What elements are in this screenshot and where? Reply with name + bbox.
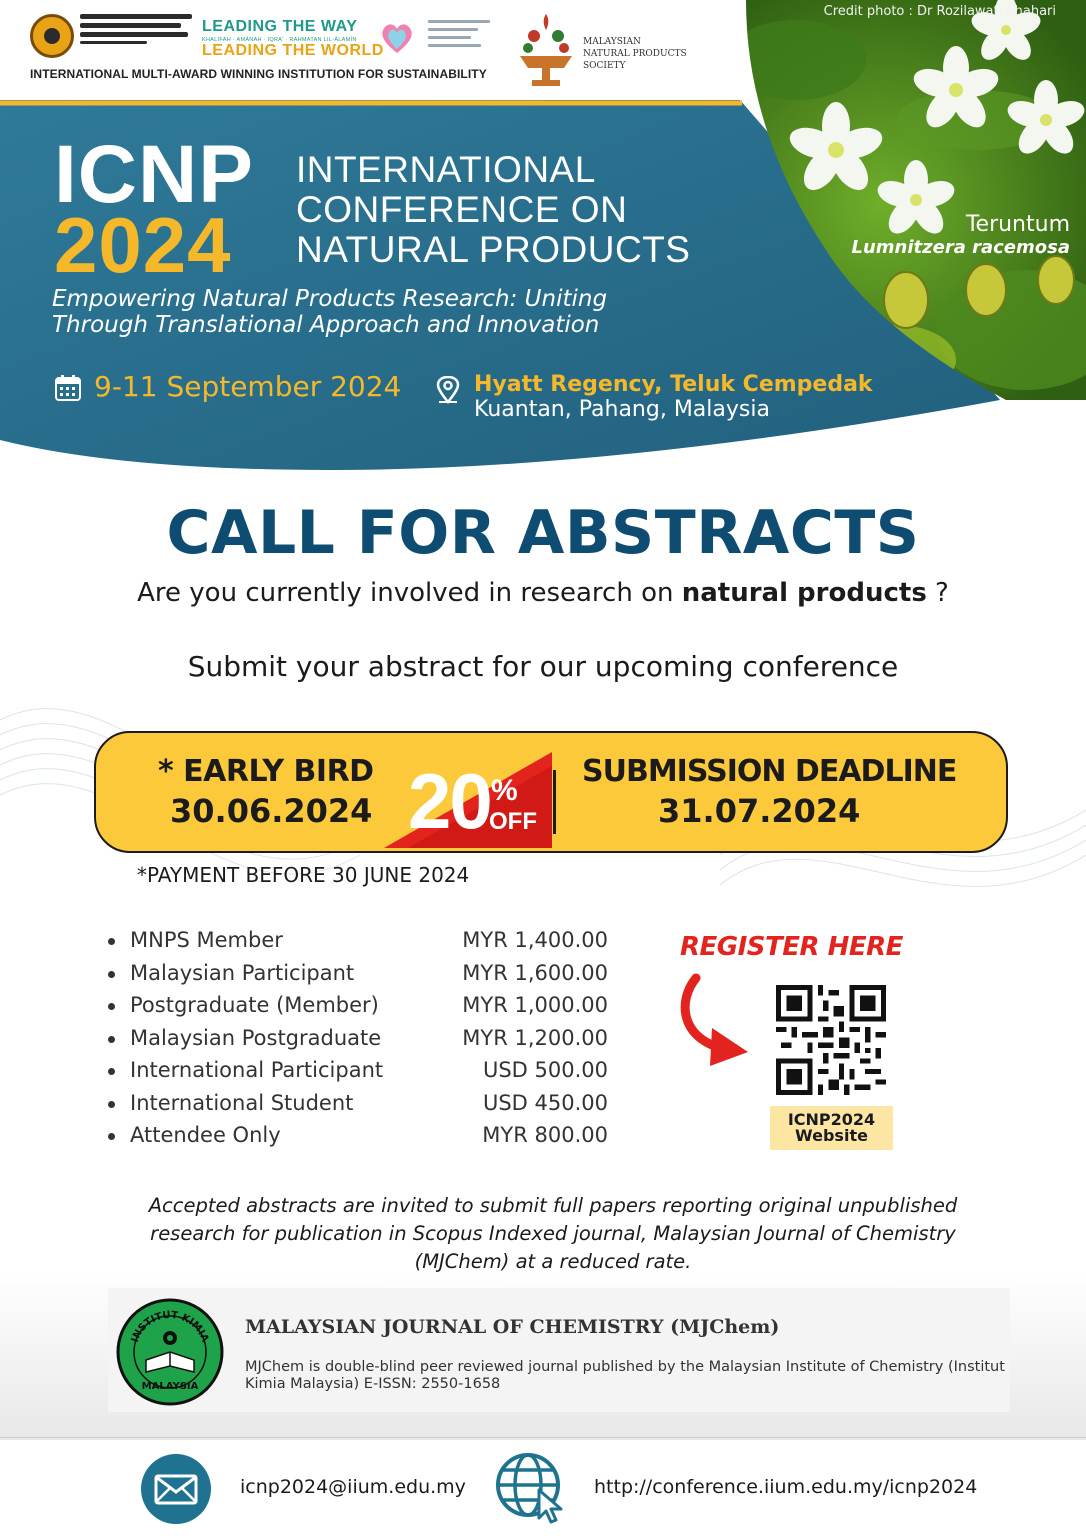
- institution-tagline: INTERNATIONAL MULTI-AWARD WINNING INSTITUTION FOR SUSTAINABILITY: [30, 67, 487, 81]
- publication-note: Accepted abstracts are invited to submit full papers reporting original unpublished research for publication in Scopus Indexed journal, Malaysian Journal of Chemistry (MJChem) at a reduced rate.: [148, 1194, 958, 1273]
- call-for-abstracts-heading: CALL FOR ABSTRACTS: [166, 498, 920, 568]
- conference-acronym: ICNP: [54, 129, 254, 220]
- register-here-label: REGISTER HERE: [680, 932, 903, 962]
- calendar-icon: [55, 375, 81, 401]
- contact-email[interactable]: icnp2024@iium.edu.my: [240, 1476, 466, 1498]
- journal-box: [108, 1288, 1010, 1412]
- discount-number: 20: [408, 757, 491, 845]
- banner-divider: [553, 770, 556, 834]
- fee-price: MYR 1,600.00: [462, 960, 608, 985]
- discount-percent: %: [491, 774, 518, 807]
- fee-category: Postgraduate (Member): [130, 993, 379, 1017]
- svg-text:INSTITUT KIMIA: INSTITUT KIMIA: [129, 1309, 211, 1344]
- bullet-icon: [108, 1036, 115, 1043]
- fee-category: Attendee Only: [130, 1123, 281, 1147]
- conference-title: INTERNATIONAL CONFERENCE ON NATURAL PRODUCTS: [296, 149, 691, 270]
- list-item: [108, 993, 618, 1026]
- iium-wordmark: [80, 14, 192, 58]
- location-pin-icon: [436, 376, 460, 404]
- list-item: [108, 1091, 618, 1124]
- fee-price: USD 500.00: [482, 1058, 608, 1082]
- qr-website-label[interactable]: ICNP2024 Website: [770, 1106, 893, 1150]
- curved-arrow-icon: [674, 972, 754, 1068]
- conference-theme: Empowering Natural Products Research: Uniting Through Translational Approach and Innovation: [52, 286, 608, 338]
- early-bird-label: * EARLY BIRD: [158, 754, 374, 789]
- bullet-icon: [108, 1003, 115, 1010]
- list-item: [108, 1026, 618, 1059]
- fee-price: MYR 800.00: [482, 1123, 608, 1147]
- bullet-icon: [108, 938, 115, 945]
- slogan-leading-the-world: LEADING THE WORLD: [202, 42, 384, 59]
- research-question: Are you currently involved in research on natural products ?: [137, 578, 949, 608]
- fee-price: MYR 1,400.00: [462, 928, 608, 952]
- mnps-name: MALAYSIAN NATURAL PRODUCTS SOCIETY: [583, 37, 687, 71]
- fee-price: USD 450.00: [482, 1090, 608, 1115]
- bullet-icon: [108, 971, 115, 978]
- conference-website-link[interactable]: http://conference.iium.edu.my/icnp2024: [594, 1476, 978, 1498]
- fee-price: MYR 1,000.00: [462, 993, 608, 1017]
- conference-date: 9-11 September 2024: [94, 370, 402, 403]
- slogan-leading-the-way: LEADING THE WAY: [202, 18, 358, 35]
- bullet-icon: [108, 1101, 115, 1108]
- fee-category: International Participant: [130, 1058, 384, 1082]
- fee-list: [108, 928, 618, 1156]
- photo-credit: Credit photo : Dr Rozilawati Shahari: [823, 4, 1056, 19]
- journal-title: MALAYSIAN JOURNAL OF CHEMISTRY (MJChem): [245, 1316, 780, 1338]
- conference-venue: Hyatt Regency, Teluk Cempedak Kuantan, Pahang, Malaysia: [474, 372, 873, 422]
- discount-off: OFF: [489, 808, 537, 835]
- institut-kimia-logo-icon: [116, 1298, 224, 1406]
- payment-note: *PAYMENT BEFORE 30 JUNE 2024: [137, 863, 470, 887]
- footer-divider: [0, 1437, 1086, 1438]
- heart-logo-icon: [379, 20, 415, 56]
- fee-category: Malaysian Participant: [130, 960, 355, 985]
- fee-category: MNPS Member: [130, 928, 283, 952]
- bullet-icon: [108, 1133, 115, 1140]
- slogan-values: KHALIFAH · AMĀNAH · IQRA' · RAHMATAN LIL-ĀLAMĪN: [202, 37, 357, 43]
- qr-code[interactable]: [776, 985, 886, 1095]
- plant-common-name: Teruntum: [965, 212, 1070, 237]
- mail-icon: [141, 1454, 211, 1524]
- conference-year: 2024: [54, 201, 232, 289]
- fee-price: MYR 1,200.00: [462, 1025, 608, 1050]
- fee-category: International Student: [130, 1090, 354, 1115]
- iium-logo-icon: [30, 14, 74, 58]
- partner-logos: [428, 20, 490, 56]
- list-item: [108, 961, 618, 994]
- list-item: [108, 1058, 618, 1091]
- submission-deadline-date: 31.07.2024: [658, 792, 861, 830]
- list-item: [108, 928, 618, 961]
- journal-description: MJChem is double-blind peer reviewed journal published by the Malaysian Institute of Chemistry (Institut Kimia Malaysia) E-ISSN: 2550-1658: [245, 1359, 1005, 1392]
- early-bird-date: 30.06.2024: [170, 792, 373, 830]
- globe-icon: [495, 1452, 567, 1526]
- list-item: [108, 1123, 618, 1156]
- submission-deadline-label: SUBMISSION DEADLINE: [582, 754, 957, 789]
- submit-line: Submit your abstract for our upcoming conference: [187, 650, 899, 683]
- plant-caption: [852, 212, 1071, 258]
- fee-category: Malaysian Postgraduate: [130, 1025, 382, 1050]
- plant-scientific-name: Lumnitzera racemosa: [851, 237, 1070, 258]
- svg-text:MALAYSIA: MALAYSIA: [141, 1381, 199, 1392]
- mnps-logo-icon: [514, 6, 578, 90]
- bullet-icon: [108, 1068, 115, 1075]
